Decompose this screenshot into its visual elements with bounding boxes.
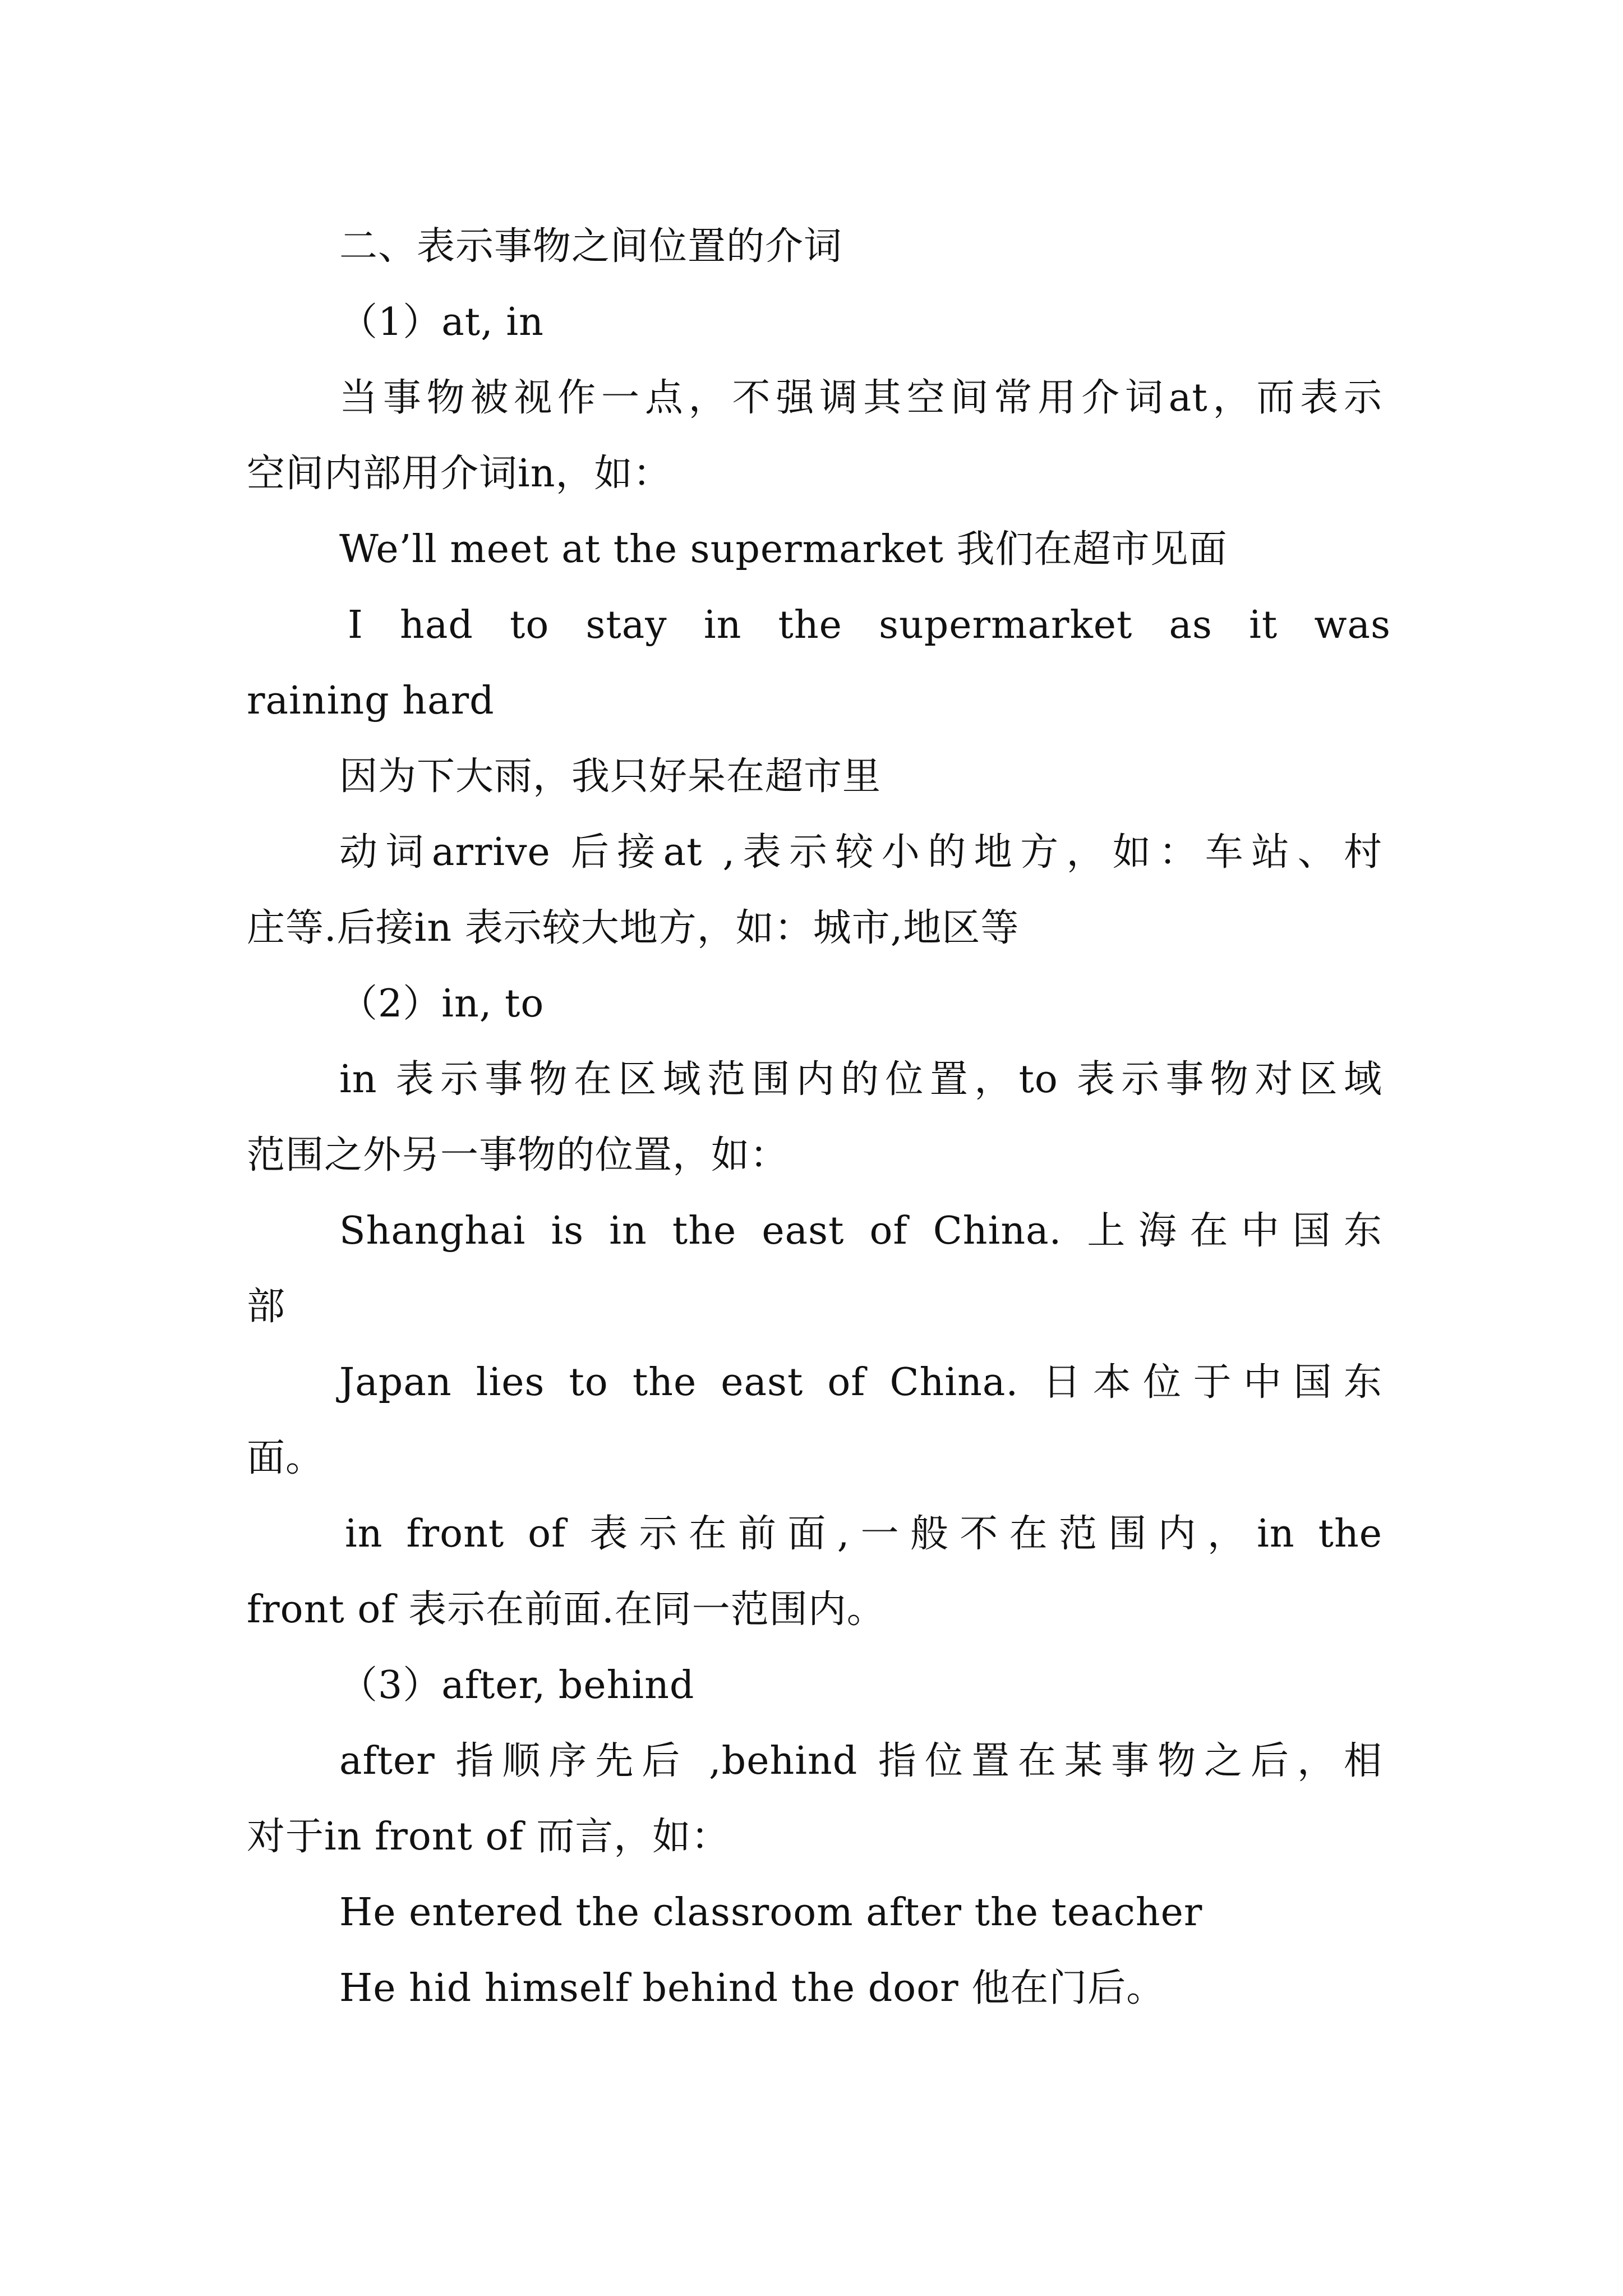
subheading-in-to: （2）in, to: [339, 982, 545, 1026]
paragraph-line: front of 表示在前面.在同一范围内。: [247, 1588, 886, 1632]
example-sentence: Shanghai is in the east of China. 上海在中国东: [339, 1209, 1382, 1253]
paragraph-line: 空间内部用介词in，如：: [247, 452, 672, 496]
example-sentence: He entered the classroom after the teacher: [339, 1890, 1203, 1935]
example-sentence: Japan lies to the east of China. 日本位于中国东: [339, 1360, 1382, 1405]
paragraph-line: in front of 表示在前面,一般不在范围内，in the: [345, 1512, 1382, 1556]
translation-line: 因为下大雨，我只好呆在超市里: [339, 754, 882, 799]
example-sentence: raining hard: [247, 679, 495, 723]
paragraph-line: 当事物被视作一点，不强调其空间常用介词at，而表示: [339, 376, 1382, 420]
paragraph-line: 对于in front of 而言，如：: [247, 1815, 730, 1859]
paragraph-line: 范围之外另一事物的位置，如：: [247, 1133, 789, 1177]
example-sentence: 部: [247, 1285, 286, 1329]
example-sentence: We’ll meet at the supermarket 我们在超市见面: [339, 527, 1228, 572]
subheading-at-in: （1）at, in: [339, 300, 544, 344]
example-sentence: I had to stay in the supermarket as it was: [348, 603, 1391, 647]
paragraph-line: 动词arrive 后接at ,表示较小的地方，如：车站、村: [339, 830, 1382, 875]
example-sentence: 面。: [247, 1436, 325, 1480]
paragraph-line: in 表示事物在区域范围内的位置，to 表示事物对区域: [339, 1057, 1382, 1102]
section-heading: 二、表示事物之间位置的介词: [339, 224, 843, 269]
example-sentence: He hid himself behind the door 他在门后。: [339, 1966, 1165, 2010]
paragraph-line: 庄等.后接in 表示较大地方，如：城市,地区等: [247, 906, 1020, 950]
paragraph-line: after 指顺序先后 ,behind 指位置在某事物之后，相: [339, 1739, 1382, 1783]
subheading-after-behind: （3）after, behind: [339, 1663, 695, 1708]
